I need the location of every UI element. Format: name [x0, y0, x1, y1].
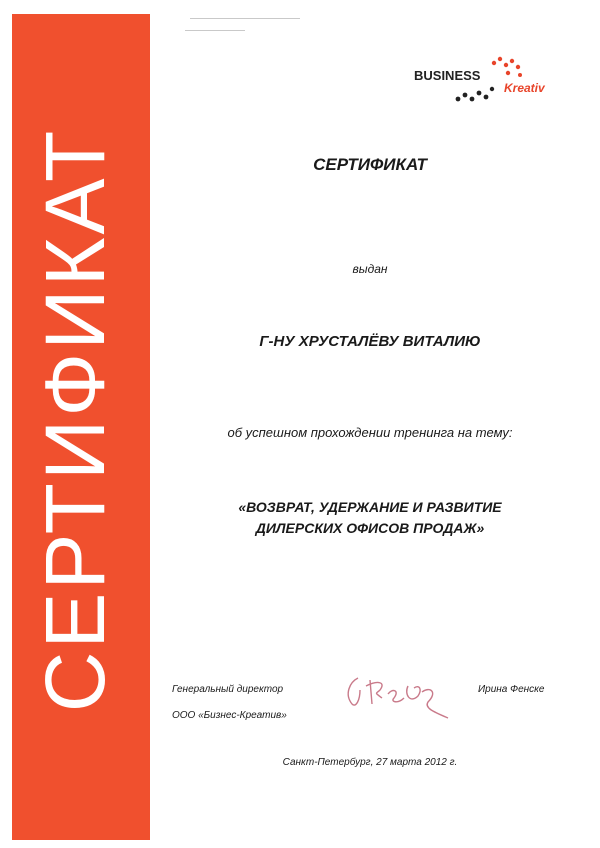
top-decor-line-2	[185, 30, 245, 31]
recipient-name: Г-НУ ХРУСТАЛЁВУ ВИТАЛИЮ	[259, 333, 481, 350]
signer-organization: ООО «Бизнес-Креатив»	[172, 710, 287, 721]
training-topic-line-2: ДИЛЕРСКИХ ОФИСОВ ПРОДАЖ»	[255, 520, 485, 536]
place-and-date: Санкт-Петербург, 27 марта 2012 г.	[282, 757, 458, 768]
vertical-certificate-text: СЕРТИФИКАТ	[28, 127, 122, 713]
signer-name: Ирина Фенске	[478, 684, 545, 695]
signer-position: Генеральный директор	[172, 684, 284, 695]
logo-word-business: BUSINESS	[414, 68, 481, 83]
top-decor-line-1	[190, 18, 300, 19]
logo-word-kreativ: Kreativ	[504, 81, 545, 95]
subject-intro: об успешном прохождении тренинга на тему:	[227, 425, 513, 440]
training-topic-line-1: «ВОЗВРАТ, УДЕРЖАНИЕ И РАЗВИТИЕ	[238, 499, 502, 515]
handwritten-signature	[330, 660, 460, 730]
issued-label: выдан	[352, 262, 388, 276]
certificate-title: СЕРТИФИКАТ	[313, 155, 427, 174]
business-kreativ-logo	[410, 55, 570, 110]
